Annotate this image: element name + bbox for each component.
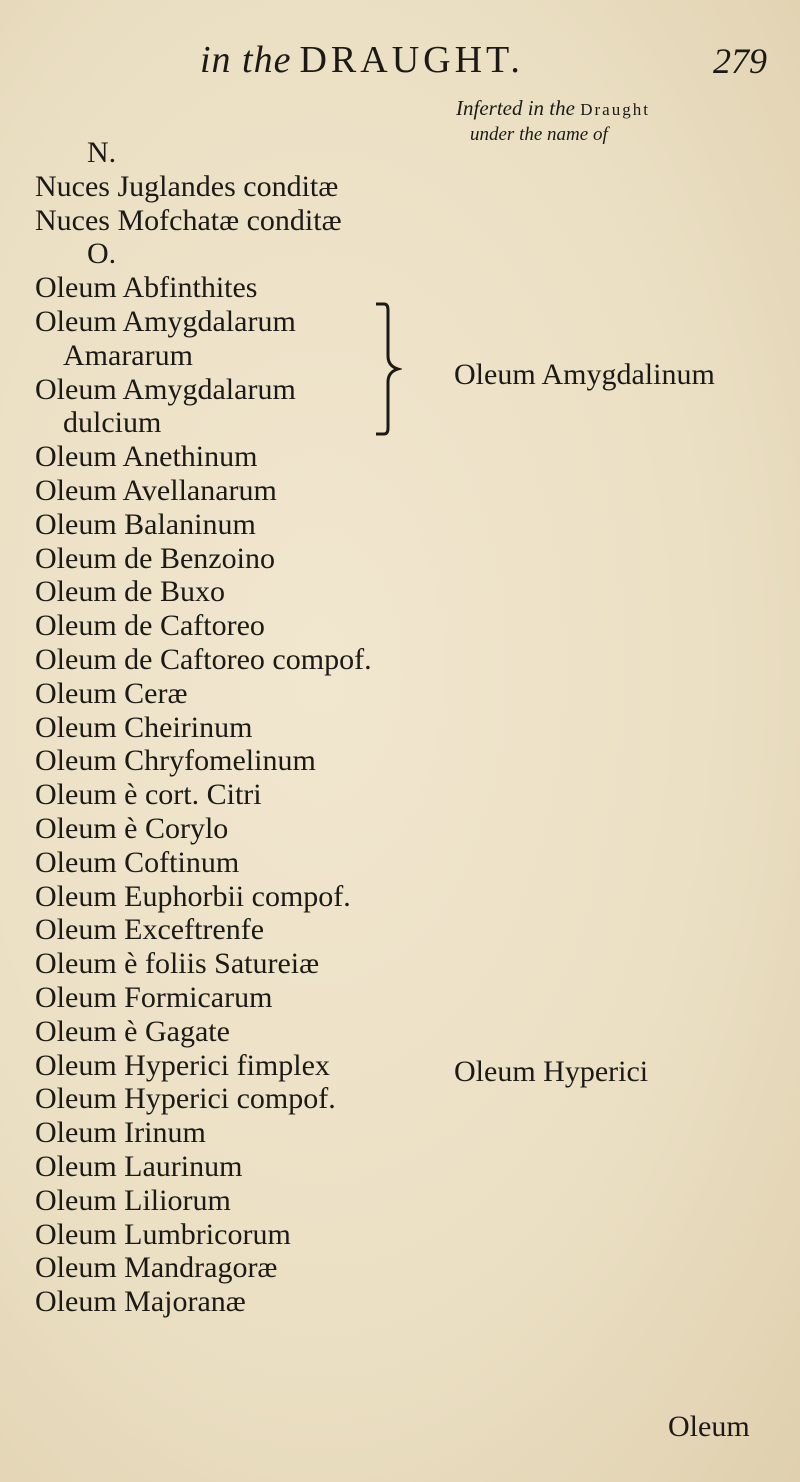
list-item: Oleum Formicarum [35, 980, 273, 1014]
list-item: Oleum Avellanarum [35, 473, 277, 507]
list-item: Oleum Hyperici fimplex [35, 1048, 330, 1082]
list-item: Oleum de Caftoreo [35, 609, 265, 643]
right-entry-hyperici: Oleum Hyperici [454, 1055, 649, 1088]
section-letter: O. [87, 237, 117, 271]
list-item: Oleum Amygdalarum [35, 304, 296, 338]
brace-icon [372, 300, 402, 438]
list-item: Oleum Euphorbii compof. [35, 879, 351, 913]
list-item: Oleum Coftinum [35, 845, 240, 879]
header-title: DRAUGHT. [299, 39, 524, 81]
list-item: Oleum de Caftoreo compof. [35, 642, 372, 676]
list-item: Oleum Abfinthites [35, 271, 258, 305]
inserted-note-caps: Draught [580, 100, 650, 119]
list-item: Oleum Laurinum [35, 1149, 243, 1183]
list-item: Nuces Mofchatæ conditæ [35, 203, 342, 237]
list-item: Oleum è Corylo [35, 811, 229, 845]
right-entry-amygdalinum: Oleum Amygdalinum [454, 358, 715, 391]
list-item: Oleum Ceræ [35, 676, 188, 710]
list-item: dulcium [63, 406, 162, 440]
list-item: Oleum Anethinum [35, 440, 258, 474]
list-item: Nuces Juglandes conditæ [35, 169, 339, 203]
page-number: 279 [713, 41, 767, 81]
list-item: Oleum Balaninum [35, 507, 256, 541]
list-item: Oleum è cort. Citri [35, 778, 262, 812]
list-item: Oleum Liliorum [35, 1183, 231, 1217]
inserted-note-line2: under the name of [470, 124, 608, 145]
list-item: Oleum è foliis Satureiæ [35, 947, 320, 981]
list-item: Oleum Exceftrenfe [35, 913, 265, 947]
inserted-note-text: Inferted in the [456, 96, 575, 120]
list-item: Amararum [63, 338, 193, 372]
inserted-note [456, 96, 650, 121]
list-item: Oleum Majoranæ [35, 1285, 246, 1319]
list-item: Oleum Hyperici compof. [35, 1082, 336, 1116]
running-header [200, 38, 524, 82]
list-item: Oleum de Benzoino [35, 541, 275, 575]
list-item: Oleum Lumbricorum [35, 1217, 291, 1251]
list-item: Oleum Amygdalarum [35, 372, 296, 406]
list-item: Oleum de Buxo [35, 575, 225, 609]
entry-list [35, 136, 475, 1319]
section-letter: N. [87, 136, 117, 169]
header-prefix: in the [200, 39, 292, 81]
list-item: Oleum è Gagate [35, 1014, 230, 1048]
list-item: Oleum Cheirinum [35, 710, 253, 744]
list-item: Oleum Mandragoræ [35, 1251, 278, 1285]
list-item: Oleum Irinum [35, 1116, 206, 1150]
catchword: Oleum [668, 1410, 750, 1443]
list-item: Oleum Chryfomelinum [35, 744, 316, 778]
